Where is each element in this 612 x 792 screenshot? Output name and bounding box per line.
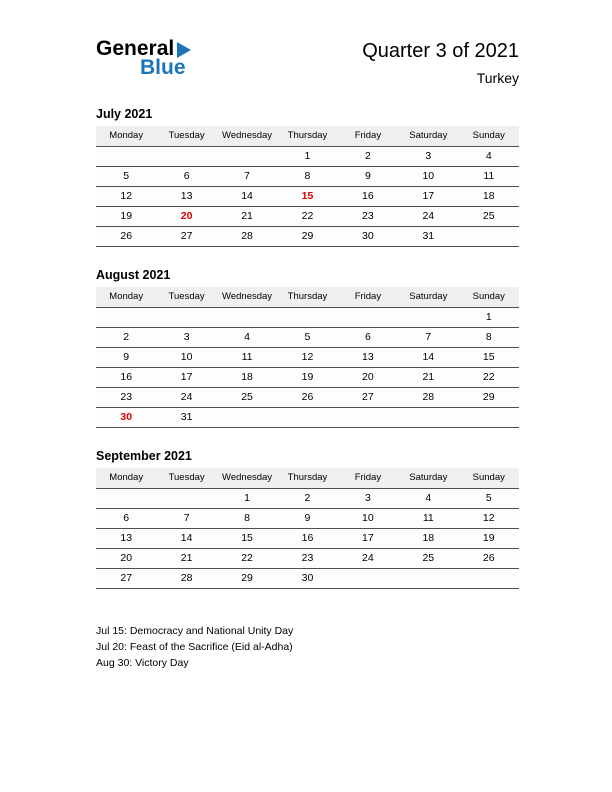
day-cell-29: 29 [217, 569, 277, 589]
holiday-legend-item-3: Aug 30: Victory Day [96, 657, 189, 669]
day-cell-25: 25 [217, 388, 277, 408]
empty-cell [156, 308, 216, 328]
holiday-legend [96, 623, 519, 671]
day-cell-16: 16 [338, 187, 398, 207]
day-cell-4: 4 [398, 489, 458, 509]
empty-cell [338, 408, 398, 428]
day-cell-29: 29 [277, 227, 337, 247]
day-cell-2: 2 [96, 328, 156, 348]
day-cell-10: 10 [398, 167, 458, 187]
day-cell-7: 7 [217, 167, 277, 187]
weekday-header-friday: Friday [338, 287, 398, 308]
day-cell-14: 14 [398, 348, 458, 368]
day-cell-21: 21 [398, 368, 458, 388]
empty-cell [398, 569, 458, 589]
day-cell-21: 21 [156, 549, 216, 569]
empty-cell [398, 408, 458, 428]
weekday-header-saturday: Saturday [398, 468, 458, 489]
week-row [96, 529, 519, 549]
empty-cell [338, 308, 398, 328]
day-cell-11: 11 [217, 348, 277, 368]
day-cell-24: 24 [156, 388, 216, 408]
empty-cell [217, 408, 277, 428]
empty-cell [398, 308, 458, 328]
day-cell-23: 23 [338, 207, 398, 227]
week-row [96, 227, 519, 247]
month-title-july: July 2021 [96, 107, 153, 121]
weekday-header-thursday: Thursday [277, 287, 337, 308]
weekday-header-sunday: Sunday [459, 126, 519, 147]
day-cell-8: 8 [459, 328, 519, 348]
day-cell-18: 18 [398, 529, 458, 549]
empty-cell [96, 147, 156, 167]
week-row [96, 489, 519, 509]
month-july [96, 107, 519, 247]
day-cell-13: 13 [156, 187, 216, 207]
day-cell-3: 3 [398, 147, 458, 167]
day-cell-30: 30 [277, 569, 337, 589]
weekday-header-friday: Friday [338, 468, 398, 489]
day-cell-17: 17 [338, 529, 398, 549]
week-row [96, 509, 519, 529]
empty-cell [96, 308, 156, 328]
day-cell-9: 9 [277, 509, 337, 529]
week-row [96, 328, 519, 348]
day-cell-3: 3 [338, 489, 398, 509]
day-cell-25: 25 [459, 207, 519, 227]
day-cell-8: 8 [217, 509, 277, 529]
empty-cell [96, 489, 156, 509]
day-cell-24: 24 [398, 207, 458, 227]
day-cell-10: 10 [156, 348, 216, 368]
day-cell-18: 18 [459, 187, 519, 207]
weekday-header-wednesday: Wednesday [217, 126, 277, 147]
weekday-header-sunday: Sunday [459, 287, 519, 308]
day-cell-13: 13 [96, 529, 156, 549]
day-cell-5: 5 [459, 489, 519, 509]
empty-cell [217, 308, 277, 328]
week-row [96, 207, 519, 227]
day-cell-5: 5 [96, 167, 156, 187]
weekday-header-sunday: Sunday [459, 468, 519, 489]
day-cell-1: 1 [217, 489, 277, 509]
day-cell-18: 18 [217, 368, 277, 388]
month-table-august [96, 287, 519, 428]
day-cell-20: 20 [338, 368, 398, 388]
day-cell-23: 23 [277, 549, 337, 569]
day-cell-6: 6 [338, 328, 398, 348]
day-cell-16: 16 [277, 529, 337, 549]
day-cell-26: 26 [459, 549, 519, 569]
day-cell-15: 15 [459, 348, 519, 368]
day-cell-27: 27 [338, 388, 398, 408]
week-row [96, 308, 519, 328]
weekday-header-thursday: Thursday [277, 126, 337, 147]
day-cell-13: 13 [338, 348, 398, 368]
day-cell-1: 1 [459, 308, 519, 328]
day-cell-22: 22 [459, 368, 519, 388]
day-cell-4: 4 [217, 328, 277, 348]
day-cell-7: 7 [398, 328, 458, 348]
day-cell-19: 19 [277, 368, 337, 388]
week-row [96, 549, 519, 569]
day-cell-4: 4 [459, 147, 519, 167]
month-table-september [96, 468, 519, 589]
day-cell-12: 12 [96, 187, 156, 207]
empty-cell [156, 489, 216, 509]
weekday-header-monday: Monday [96, 126, 156, 147]
week-row [96, 408, 519, 428]
weekday-header-friday: Friday [338, 126, 398, 147]
day-cell-29: 29 [459, 388, 519, 408]
empty-cell [277, 408, 337, 428]
day-cell-28: 28 [398, 388, 458, 408]
day-cell-7: 7 [156, 509, 216, 529]
page-title: Quarter 3 of 2021 [362, 40, 519, 62]
holiday-legend-item-1: Jul 15: Democracy and National Unity Day [96, 625, 294, 637]
logo-text-general: General [96, 37, 175, 60]
weekday-header-row [96, 468, 519, 489]
week-row [96, 569, 519, 589]
holiday-legend-item-2: Jul 20: Feast of the Sacrifice (Eid al-Adha) [96, 641, 293, 653]
day-cell-14: 14 [156, 529, 216, 549]
weekday-header-monday: Monday [96, 287, 156, 308]
weekday-header-thursday: Thursday [277, 468, 337, 489]
week-row [96, 167, 519, 187]
day-cell-19: 19 [459, 529, 519, 549]
weekday-header-tuesday: Tuesday [156, 468, 216, 489]
weekday-header-saturday: Saturday [398, 126, 458, 147]
day-cell-9: 9 [338, 167, 398, 187]
title-block [362, 38, 519, 86]
day-cell-17: 17 [398, 187, 458, 207]
day-cell-30: 30 [338, 227, 398, 247]
day-cell-21: 21 [217, 207, 277, 227]
day-cell-26: 26 [96, 227, 156, 247]
weekday-header-wednesday: Wednesday [217, 287, 277, 308]
page-header [96, 38, 519, 86]
day-cell-2: 2 [338, 147, 398, 167]
day-cell-5: 5 [277, 328, 337, 348]
day-cell-12: 12 [459, 509, 519, 529]
page-subtitle: Turkey [476, 70, 519, 86]
day-cell-11: 11 [459, 167, 519, 187]
day-cell-31: 31 [398, 227, 458, 247]
day-cell-31: 31 [156, 408, 216, 428]
month-title-september: September 2021 [96, 449, 192, 463]
day-cell-6: 6 [156, 167, 216, 187]
weekday-header-row [96, 287, 519, 308]
day-cell-3: 3 [156, 328, 216, 348]
weekday-header-monday: Monday [96, 468, 156, 489]
day-cell-6: 6 [96, 509, 156, 529]
day-cell-1: 1 [277, 147, 337, 167]
logo-text-blue: Blue [140, 56, 186, 79]
month-august [96, 268, 519, 428]
day-cell-20: 20 [96, 549, 156, 569]
weekday-header-tuesday: Tuesday [156, 287, 216, 308]
day-cell-12: 12 [277, 348, 337, 368]
day-cell-2: 2 [277, 489, 337, 509]
day-cell-10: 10 [338, 509, 398, 529]
day-cell-27: 27 [96, 569, 156, 589]
day-cell-14: 14 [217, 187, 277, 207]
day-cell-9: 9 [96, 348, 156, 368]
empty-cell [338, 569, 398, 589]
day-cell-15: 15 [277, 187, 337, 207]
empty-cell [459, 569, 519, 589]
weekday-header-tuesday: Tuesday [156, 126, 216, 147]
week-row [96, 348, 519, 368]
weekday-header-wednesday: Wednesday [217, 468, 277, 489]
weekday-header-row [96, 126, 519, 147]
day-cell-22: 22 [277, 207, 337, 227]
day-cell-17: 17 [156, 368, 216, 388]
empty-cell [459, 408, 519, 428]
empty-cell [156, 147, 216, 167]
empty-cell [217, 147, 277, 167]
day-cell-11: 11 [398, 509, 458, 529]
day-cell-16: 16 [96, 368, 156, 388]
empty-cell [459, 227, 519, 247]
day-cell-30: 30 [96, 408, 156, 428]
day-cell-25: 25 [398, 549, 458, 569]
month-title-august: August 2021 [96, 268, 171, 282]
day-cell-28: 28 [156, 569, 216, 589]
day-cell-8: 8 [277, 167, 337, 187]
general-blue-logo [96, 38, 191, 78]
week-row [96, 388, 519, 408]
day-cell-27: 27 [156, 227, 216, 247]
week-row [96, 187, 519, 207]
day-cell-22: 22 [217, 549, 277, 569]
empty-cell [277, 308, 337, 328]
day-cell-23: 23 [96, 388, 156, 408]
day-cell-19: 19 [96, 207, 156, 227]
day-cell-26: 26 [277, 388, 337, 408]
day-cell-28: 28 [217, 227, 277, 247]
month-september [96, 449, 519, 589]
day-cell-20: 20 [156, 207, 216, 227]
month-table-july [96, 126, 519, 247]
week-row [96, 368, 519, 388]
week-row [96, 147, 519, 167]
day-cell-24: 24 [338, 549, 398, 569]
weekday-header-saturday: Saturday [398, 287, 458, 308]
quarter-calendars [96, 107, 519, 589]
day-cell-15: 15 [217, 529, 277, 549]
